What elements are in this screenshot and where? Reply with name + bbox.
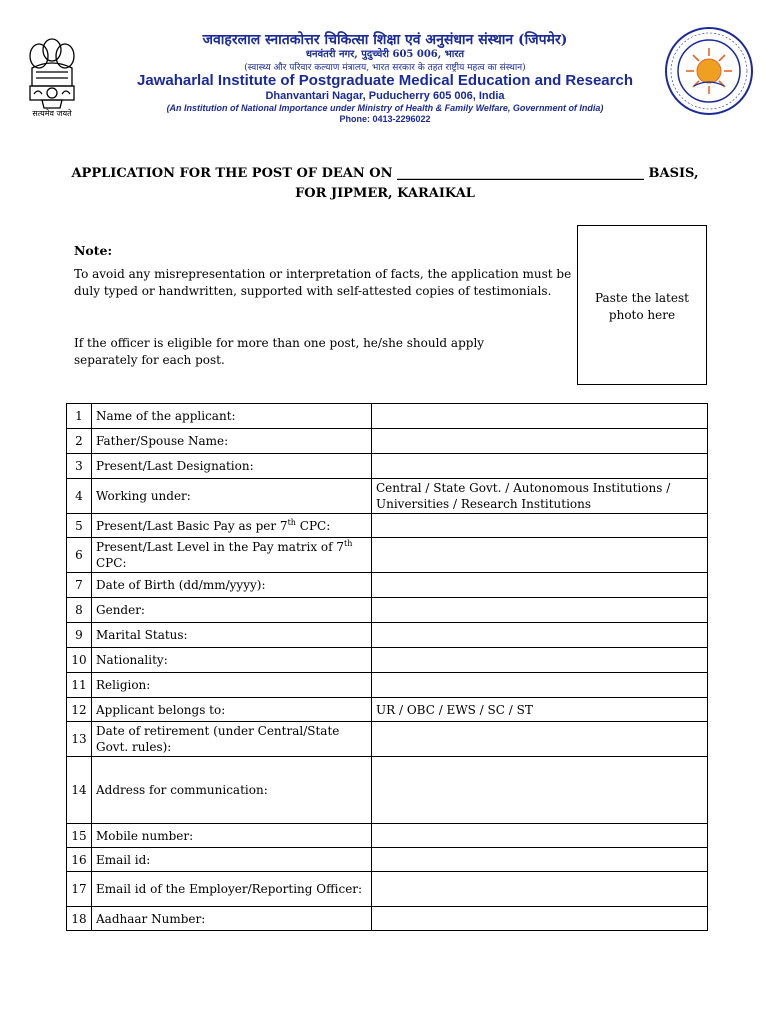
row-number: 12	[67, 698, 92, 722]
nationality-field[interactable]	[372, 648, 708, 673]
table-row	[67, 673, 708, 698]
institute-address: Dhanvantari Nagar, Puducherry 605 006, India	[265, 90, 505, 102]
application-title-line1: APPLICATION FOR THE POST OF DEAN ON ______________________________________ BASIS,	[71, 166, 699, 181]
row-number: 2	[67, 429, 92, 454]
institute-name: Jawaharlal Institute of Postgraduate Medical Education and Research	[137, 72, 633, 89]
row-number: 18	[67, 907, 92, 931]
pay-level-field[interactable]	[372, 538, 708, 573]
table-row	[67, 872, 708, 907]
working-under-field[interactable]: Central / State Govt. / Autonomous Institutions / Universities / Research Institutions	[372, 479, 708, 514]
row-number: 13	[67, 722, 92, 757]
note-heading: Note:	[74, 243, 113, 258]
institute-status: (An Institution of National Importance under Ministry of Health & Family Welfare, Government of India)	[166, 103, 604, 113]
table-row	[67, 848, 708, 872]
hindi-address: धनवंतरी नगर, पुदुच्चेरी 605 006, भारत	[305, 49, 465, 60]
table-row	[67, 404, 708, 429]
row-label: Mobile number:	[92, 824, 372, 848]
table-row	[67, 907, 708, 931]
row-number: 16	[67, 848, 92, 872]
photo-box[interactable]	[577, 225, 707, 385]
address-field[interactable]	[372, 757, 708, 824]
note-paragraph-1: To avoid any misrepresentation or interpretation of facts, the application must be duly typed or handwritten, supported with self-attested copies of testimonials.	[74, 267, 572, 298]
table-row	[67, 479, 708, 514]
row-label: Name of the applicant:	[92, 404, 372, 429]
table-row	[67, 757, 708, 824]
father-spouse-name-field[interactable]	[372, 429, 708, 454]
application-form-table	[66, 403, 708, 931]
row-label: Date of Birth (dd/mm/yyyy):	[92, 573, 372, 598]
row-number: 14	[67, 757, 92, 824]
table-row	[67, 573, 708, 598]
row-label	[92, 514, 372, 538]
row-label: Gender:	[92, 598, 372, 623]
mobile-number-field[interactable]	[372, 824, 708, 848]
row-label: Religion:	[92, 673, 372, 698]
application-title-line2: FOR JIPMER, KARAIKAL	[295, 186, 475, 201]
row-number: 1	[67, 404, 92, 429]
hindi-institute-title: जवाहरलाल स्नातकोत्तर चिकित्सा शिक्षा एवं अनुसंधान संस्थान (जिपमेर)	[202, 32, 568, 48]
table-row	[67, 824, 708, 848]
retirement-date-field[interactable]	[372, 722, 708, 757]
table-row	[67, 648, 708, 673]
email-field[interactable]	[372, 848, 708, 872]
date-of-birth-field[interactable]	[372, 573, 708, 598]
application-title	[60, 164, 710, 204]
basic-pay-field[interactable]	[372, 514, 708, 538]
row-number: 9	[67, 623, 92, 648]
row-label: Email id:	[92, 848, 372, 872]
row-label: Working under:	[92, 479, 372, 514]
row-number: 15	[67, 824, 92, 848]
jipmer-logo-icon	[664, 26, 754, 116]
table-row	[67, 698, 708, 722]
table-row	[67, 454, 708, 479]
table-row	[67, 429, 708, 454]
row-label: Present/Last Designation:	[92, 454, 372, 479]
row-label-text: CPC:	[295, 518, 331, 533]
table-row	[67, 623, 708, 648]
table-row	[67, 598, 708, 623]
row-label: Nationality:	[92, 648, 372, 673]
aadhaar-number-field[interactable]	[372, 907, 708, 931]
row-number: 10	[67, 648, 92, 673]
row-number: 6	[67, 538, 92, 573]
row-label	[92, 538, 372, 573]
table-row	[67, 722, 708, 757]
row-label: Father/Spouse Name:	[92, 429, 372, 454]
table-row	[67, 538, 708, 573]
superscript: th	[344, 539, 353, 548]
row-label-text: CPC:	[96, 556, 127, 570]
superscript: th	[287, 517, 296, 527]
hindi-ministry-line: (स्वास्थ्य और परिवार कल्याण मंत्रालय, भारत सरकार के तहत राष्ट्रीय महत्व का संस्थान)	[244, 63, 526, 73]
note-paragraph-2: If the officer is eligible for more than one post, he/she should apply separately for each post.	[74, 336, 485, 367]
row-number: 7	[67, 573, 92, 598]
row-label: Aadhaar Number:	[92, 907, 372, 931]
row-label: Date of retirement (under Central/State Govt. rules):	[92, 722, 372, 757]
row-label: Email id of the Employer/Reporting Officer:	[92, 872, 372, 907]
row-label: Address for communication:	[92, 757, 372, 824]
category-field[interactable]: UR / OBC / EWS / SC / ST	[372, 698, 708, 722]
row-number: 11	[67, 673, 92, 698]
row-label-text: Present/Last Basic Pay as per 7	[96, 518, 288, 533]
row-number: 3	[67, 454, 92, 479]
designation-field[interactable]	[372, 454, 708, 479]
gender-field[interactable]	[372, 598, 708, 623]
employer-email-field[interactable]	[372, 872, 708, 907]
row-number: 17	[67, 872, 92, 907]
table-row	[67, 514, 708, 538]
emblem-caption: सत्यमेव जयते	[32, 109, 72, 118]
photo-box-text: Paste the latest photo here	[595, 291, 689, 322]
institute-phone: Phone: 0413-2296022	[339, 114, 431, 124]
religion-field[interactable]	[372, 673, 708, 698]
row-number: 8	[67, 598, 92, 623]
row-label: Applicant belongs to:	[92, 698, 372, 722]
marital-status-field[interactable]	[372, 623, 708, 648]
row-label: Marital Status:	[92, 623, 372, 648]
row-number: 5	[67, 514, 92, 538]
row-number: 4	[67, 479, 92, 514]
applicant-name-field[interactable]	[372, 404, 708, 429]
row-label-text: Present/Last Level in the Pay matrix of 7	[96, 540, 345, 554]
